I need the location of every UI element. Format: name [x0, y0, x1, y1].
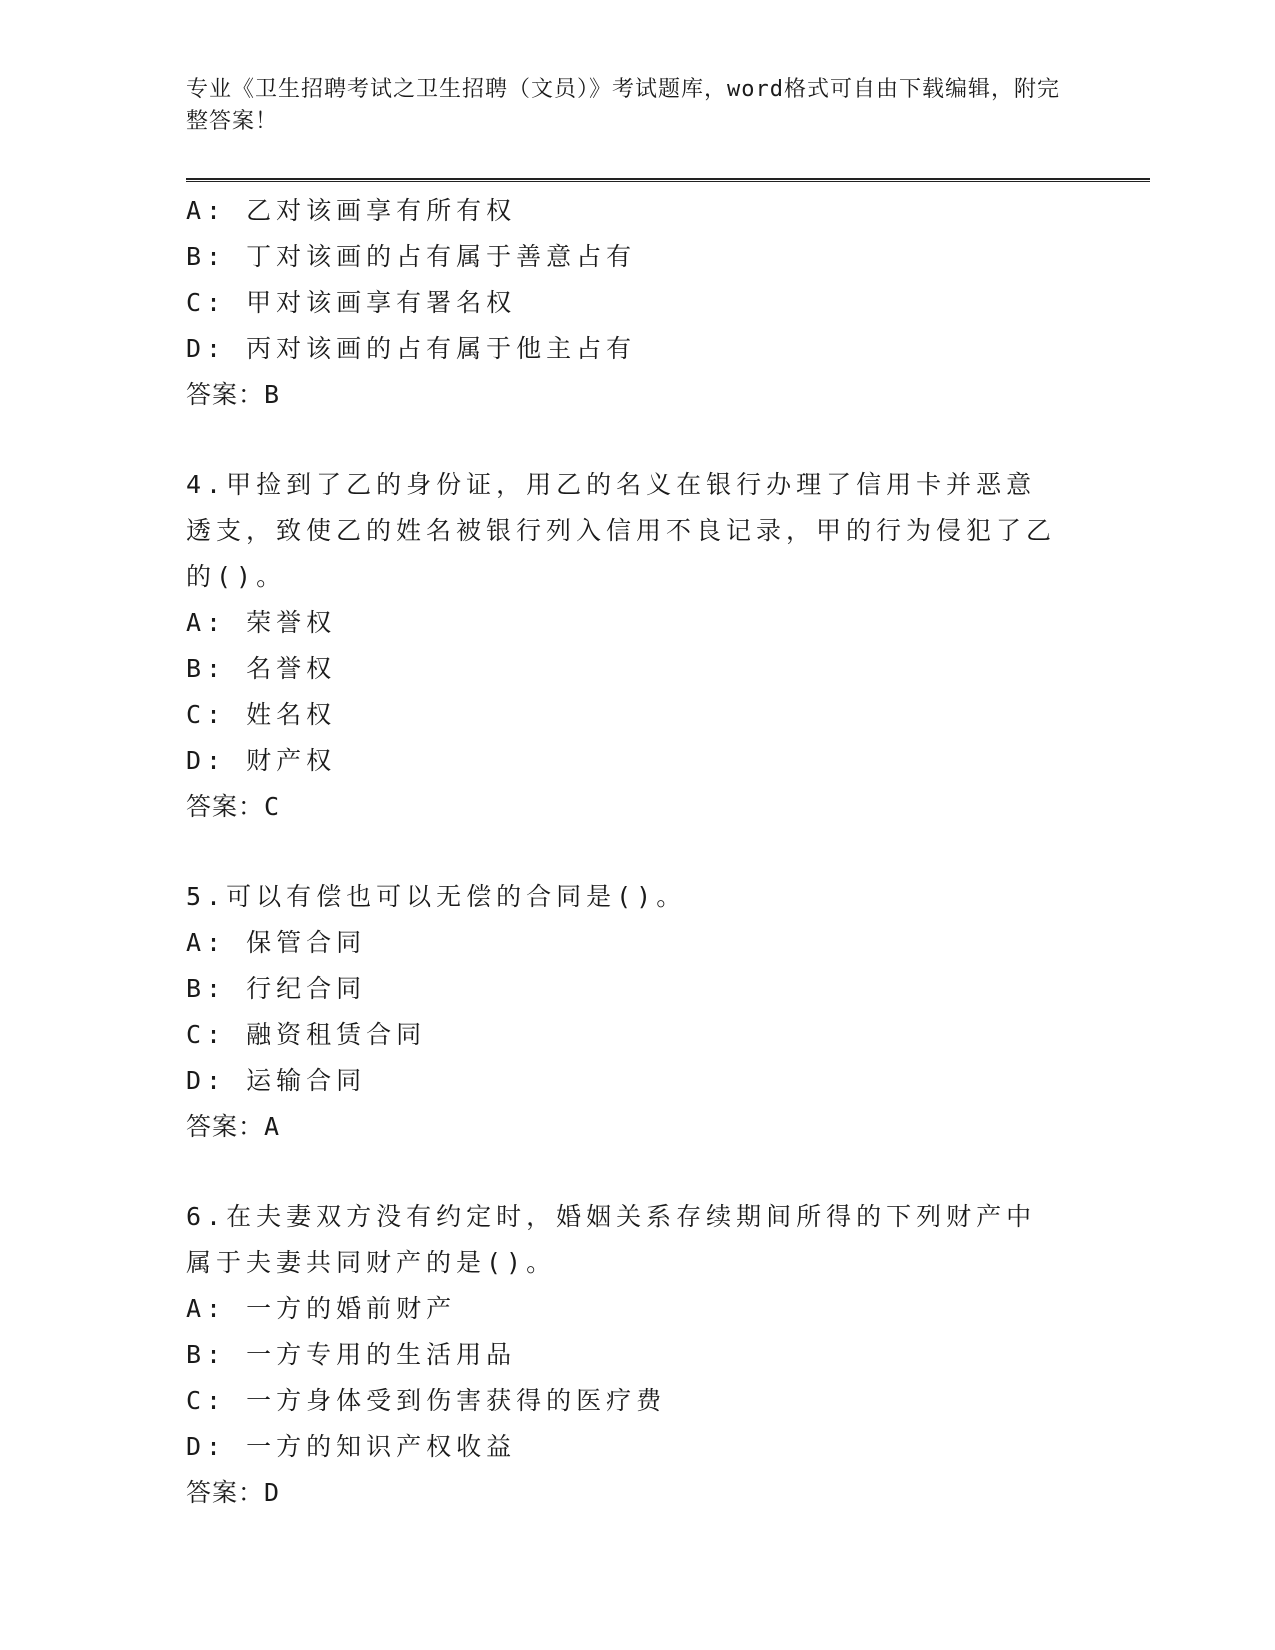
option-b: B: 丁对该画的占有属于善意占有 — [186, 242, 637, 271]
question-6 — [186, 1194, 1086, 1516]
answer-label: 答案： — [186, 1112, 265, 1141]
question-5 — [186, 874, 1086, 1150]
option-a: A: 保管合同 — [186, 928, 367, 957]
option-d: D: 一方的知识产权收益 — [186, 1432, 517, 1461]
question-4 — [186, 462, 1086, 830]
option-c: C: 姓名权 — [186, 700, 337, 729]
answer-value: A — [264, 1112, 281, 1141]
option-c: C: 甲对该画享有署名权 — [186, 288, 517, 317]
question-3 — [186, 188, 1086, 418]
answer-value: C — [264, 792, 281, 821]
option-b: B: 一方专用的生活用品 — [186, 1340, 517, 1369]
option-d: D: 运输合同 — [186, 1066, 367, 1095]
answer-line — [186, 1470, 1086, 1516]
question-stem: 6.在夫妻双方没有约定时，婚姻关系存续期间所得的下列财产中属于夫妻共同财产的是()。 — [186, 1202, 1037, 1277]
option-a: A: 一方的婚前财产 — [186, 1294, 457, 1323]
answer-value: D — [264, 1478, 281, 1507]
answer-line — [186, 784, 1086, 830]
option-a: A: 荣誉权 — [186, 608, 337, 637]
answer-label: 答案： — [186, 792, 265, 821]
option-c: C: 融资租赁合同 — [186, 1020, 427, 1049]
answer-label: 答案： — [186, 380, 265, 409]
answer-line — [186, 1104, 1086, 1150]
option-b: B: 行纪合同 — [186, 974, 367, 1003]
option-d: D: 财产权 — [186, 746, 337, 775]
document-header: 专业《卫生招聘考试之卫生招聘（文员）》考试题库，word格式可自由下载编辑，附完整答案！ — [186, 77, 1060, 134]
question-stem: 5.可以有偿也可以无偿的合同是()。 — [186, 882, 687, 911]
option-d: D: 丙对该画的占有属于他主占有 — [186, 334, 637, 363]
header-divider — [186, 178, 1150, 182]
answer-label: 答案： — [186, 1478, 265, 1507]
option-c: C: 一方身体受到伤害获得的医疗费 — [186, 1386, 667, 1415]
answer-line — [186, 372, 1086, 418]
answer-value: B — [264, 380, 281, 409]
question-list — [186, 188, 1086, 1516]
option-a: A: 乙对该画享有所有权 — [186, 196, 517, 225]
question-stem: 4.甲捡到了乙的身份证，用乙的名义在银行办理了信用卡并恶意透支，致使乙的姓名被银行列入信用不良记录，甲的行为侵犯了乙的()。 — [186, 470, 1057, 591]
option-b: B: 名誉权 — [186, 654, 337, 683]
